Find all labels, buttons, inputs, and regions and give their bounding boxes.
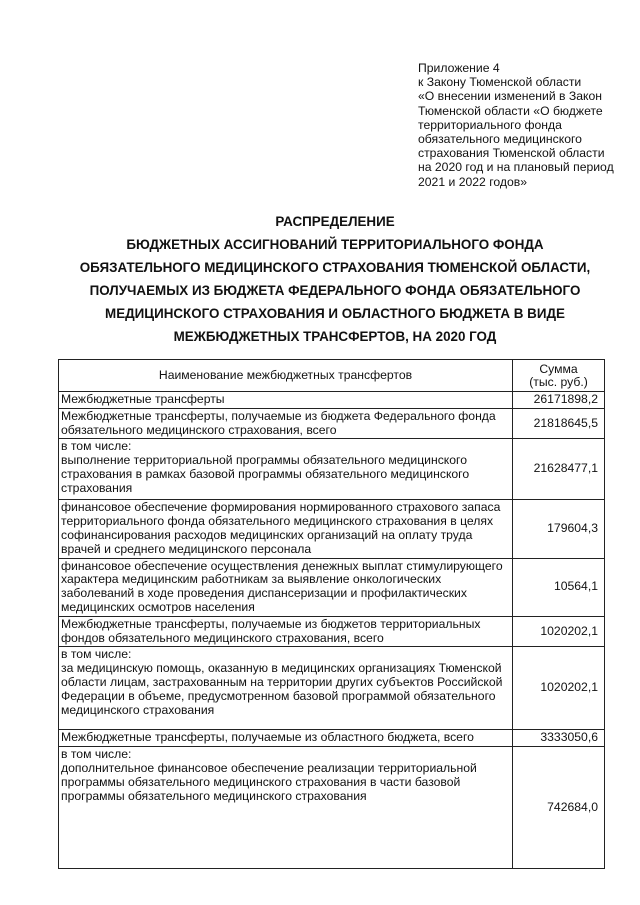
appendix-line: территориального фонда xyxy=(418,117,562,132)
row-amount: 742684,0 xyxy=(513,747,605,869)
table-row xyxy=(59,616,605,647)
table-row xyxy=(59,730,605,747)
row-text: выполнение территориальной программы обязательного медицинского страхования в рамках базовой программы обязательного медицинского страхования xyxy=(61,453,470,495)
row-name-cell xyxy=(59,730,513,747)
title-line: РАСПРЕДЕЛЕНИЕ xyxy=(275,214,395,229)
row-name-cell xyxy=(59,408,513,439)
row-text: за медицинскую помощь, оказанную в медицинских организациях Тюменской области лицам, застрахованным на территории других субъектов Российской Федерации в объеме, предусмотренном базовой программой обязательного медицинского страхования xyxy=(61,661,503,717)
table-row xyxy=(59,408,605,439)
appendix-line: «О внесении изменений в Закон xyxy=(418,89,603,104)
row-amount: 10564,1 xyxy=(513,558,605,616)
table-row xyxy=(59,747,605,869)
appendix-line: к Закону Тюменской области xyxy=(418,75,582,90)
row-amount: 21628477,1 xyxy=(513,439,605,500)
table-row xyxy=(59,392,605,409)
row-prefix: в том числе: xyxy=(61,747,132,762)
row-name-cell xyxy=(59,647,513,730)
row-amount: 1020202,1 xyxy=(513,647,605,730)
title-line: ОБЯЗАТЕЛЬНОГО МЕДИЦИНСКОГО СТРАХОВАНИЯ ТЮМЕНСКОЙ ОБЛАСТИ, xyxy=(79,260,591,275)
title-line: МЕДИЦИНСКОГО СТРАХОВАНИЯ И ОБЛАСТНОГО БЮДЖЕТА В ВИДЕ xyxy=(105,306,565,321)
row-text: финансовое обеспечение осуществления денежных выплат стимулирующего характера медицинским работникам за выявление онкологических заболеваний в ходе проведения диспансеризации и профилактических медицинских осмотров населения xyxy=(61,558,503,614)
document-title xyxy=(40,210,630,348)
row-name-cell xyxy=(59,747,513,869)
row-text: финансовое обеспечение формирования нормированного страхового запаса территориального фонда обязательного медицинского страхования в целях софинансирования расходов медицинских организаций на оплату труда врачей и среднего медицинского персонала xyxy=(61,500,501,556)
appendix-line: обязательного медицинского xyxy=(418,132,582,147)
row-amount: 3333050,6 xyxy=(513,730,605,747)
table-row xyxy=(59,647,605,730)
appendix-line: на 2020 год и на плановый период xyxy=(418,160,614,175)
row-name-cell xyxy=(59,392,513,409)
row-name-cell xyxy=(59,500,513,558)
table-row xyxy=(59,558,605,616)
row-text: дополнительное финансовое обеспечение реализации территориальной программы обязательного медицинского страхования в части базовой программы обязательного медицинского страхования xyxy=(61,760,477,803)
row-name-cell xyxy=(59,439,513,500)
title-line: БЮДЖЕТНЫХ АССИГНОВАНИЙ ТЕРРИТОРИАЛЬНОГО ФОНДА xyxy=(126,237,544,252)
appendix-line: страхования Тюменской области xyxy=(418,146,605,161)
appendix-note xyxy=(418,61,628,189)
transfers-table xyxy=(58,359,605,869)
row-text: Межбюджетные трансферты, получаемые из бюджетов территориальных фондов обязательного медицинского страхования, всего xyxy=(61,616,481,645)
title-line: МЕЖБЮДЖЕТНЫХ ТРАНСФЕРТОВ, НА 2020 ГОД xyxy=(173,329,497,344)
appendix-line: 2021 и 2022 годов» xyxy=(418,174,528,189)
appendix-line: Приложение 4 xyxy=(418,61,500,75)
header-sum-cell xyxy=(513,360,605,392)
row-prefix: в том числе: xyxy=(61,439,132,454)
row-name-cell xyxy=(59,616,513,647)
row-amount: 26171898,2 xyxy=(513,392,605,409)
appendix-line: Тюменской области «О бюджете xyxy=(418,103,603,118)
header-name-cell: Наименование межбюджетных трансфертов xyxy=(59,360,513,392)
row-prefix: в том числе: xyxy=(61,647,132,662)
row-text: Межбюджетные трансферты, получаемые из бюджета Федерального фонда обязательного медицинского страхования, всего xyxy=(61,408,496,437)
table-header-row xyxy=(59,360,605,392)
row-text: Межбюджетные трансферты xyxy=(61,392,225,406)
header-sum-unit: (тыс. руб.) xyxy=(529,374,588,389)
row-amount: 21818645,5 xyxy=(513,408,605,439)
row-amount: 179604,3 xyxy=(513,500,605,558)
header-sum-label: Сумма xyxy=(539,361,578,376)
row-name-cell xyxy=(59,558,513,616)
table-row xyxy=(59,500,605,558)
row-amount: 1020202,1 xyxy=(513,616,605,647)
title-line: ПОЛУЧАЕМЫХ ИЗ БЮДЖЕТА ФЕДЕРАЛЬНОГО ФОНДА ОБЯЗАТЕЛЬНОГО xyxy=(89,283,581,298)
table-row xyxy=(59,439,605,500)
row-text: Межбюджетные трансферты, получаемые из областного бюджета, всего xyxy=(61,730,474,745)
